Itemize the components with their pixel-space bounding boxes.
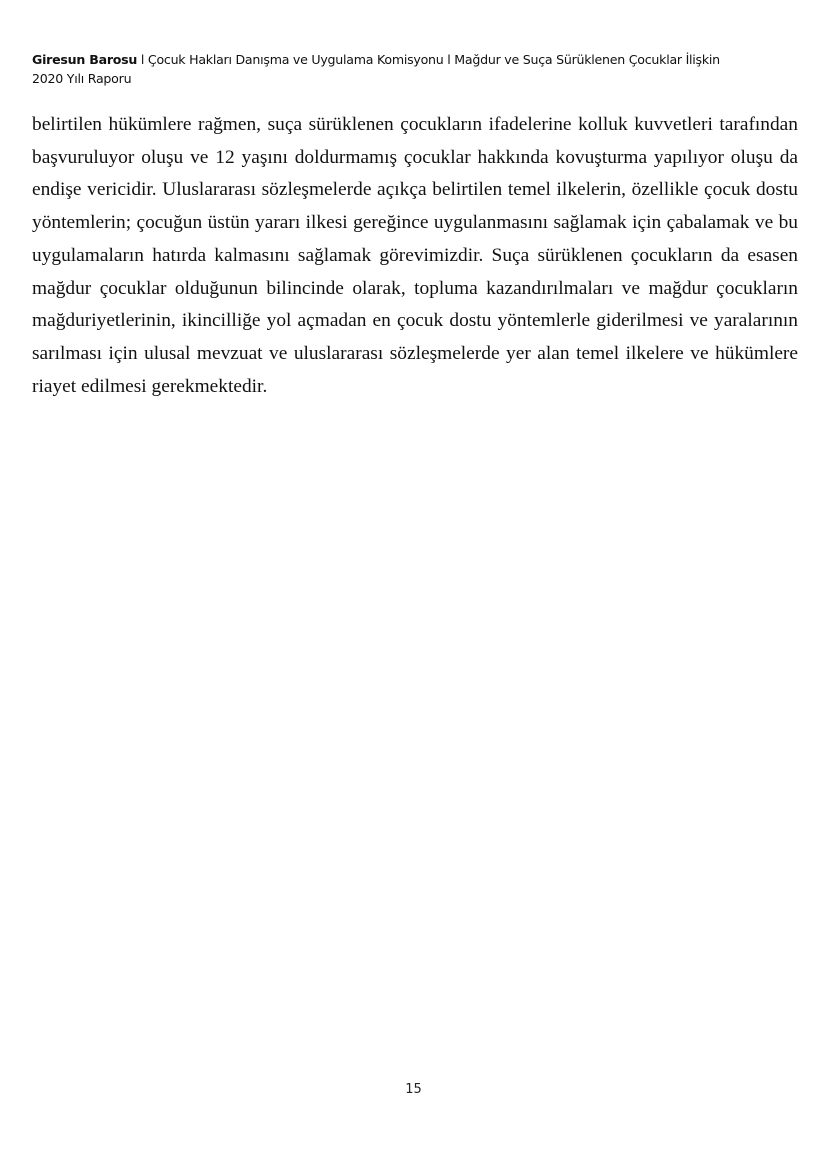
body-paragraph: belirtilen hükümlere rağmen, suça sürüklenen çocukların ifadelerine kolluk kuvvetleri tarafından başvuruluyor oluşu ve 12 yaşını doldurmamış çocuklar hakkında kovuşturma yapılıyor oluşu da endişe vericidir. Uluslararası sözleşmelerde açıkça belirtilen temel ilkelerin, özellikle çocuk dostu yöntemlerin; çocuğun üstün yararı ilkesi gereğince uygulanmasını sağlamak için çabalamak ve bu uygulamaların hatırda kalmasını sağlamak görevimizdir. Suça sürüklenen çocukların da esasen mağdur çocuklar olduğunun bilincinde olarak, topluma kazandırılmaları ve mağdur çocukların mağduriyetlerinin, ikincilliğe yol açmadan en çocuk dostu yöntemlerle giderilmesi ve yaralarının sarılması için ulusal mevzuat ve uluslararası sözleşmelerde yer alan temel ilkelere ve hükümlere riayet edilmesi gerekmektedir.: [32, 114, 798, 397]
header-committee: Çocuk Hakları Danışma ve Uygulama Komisyonu: [147, 52, 444, 67]
header-organization: Giresun Barosu: [32, 52, 138, 67]
running-header: [32, 50, 802, 88]
header-report-title: Mağdur ve Suça Sürüklenen Çocuklar İlişkin: [454, 52, 720, 67]
page-number: 15: [405, 1082, 422, 1097]
header-report-title-continued: 2020 Yılı Raporu: [32, 71, 132, 86]
header-separator: l: [137, 52, 148, 67]
header-separator: l: [443, 52, 455, 67]
